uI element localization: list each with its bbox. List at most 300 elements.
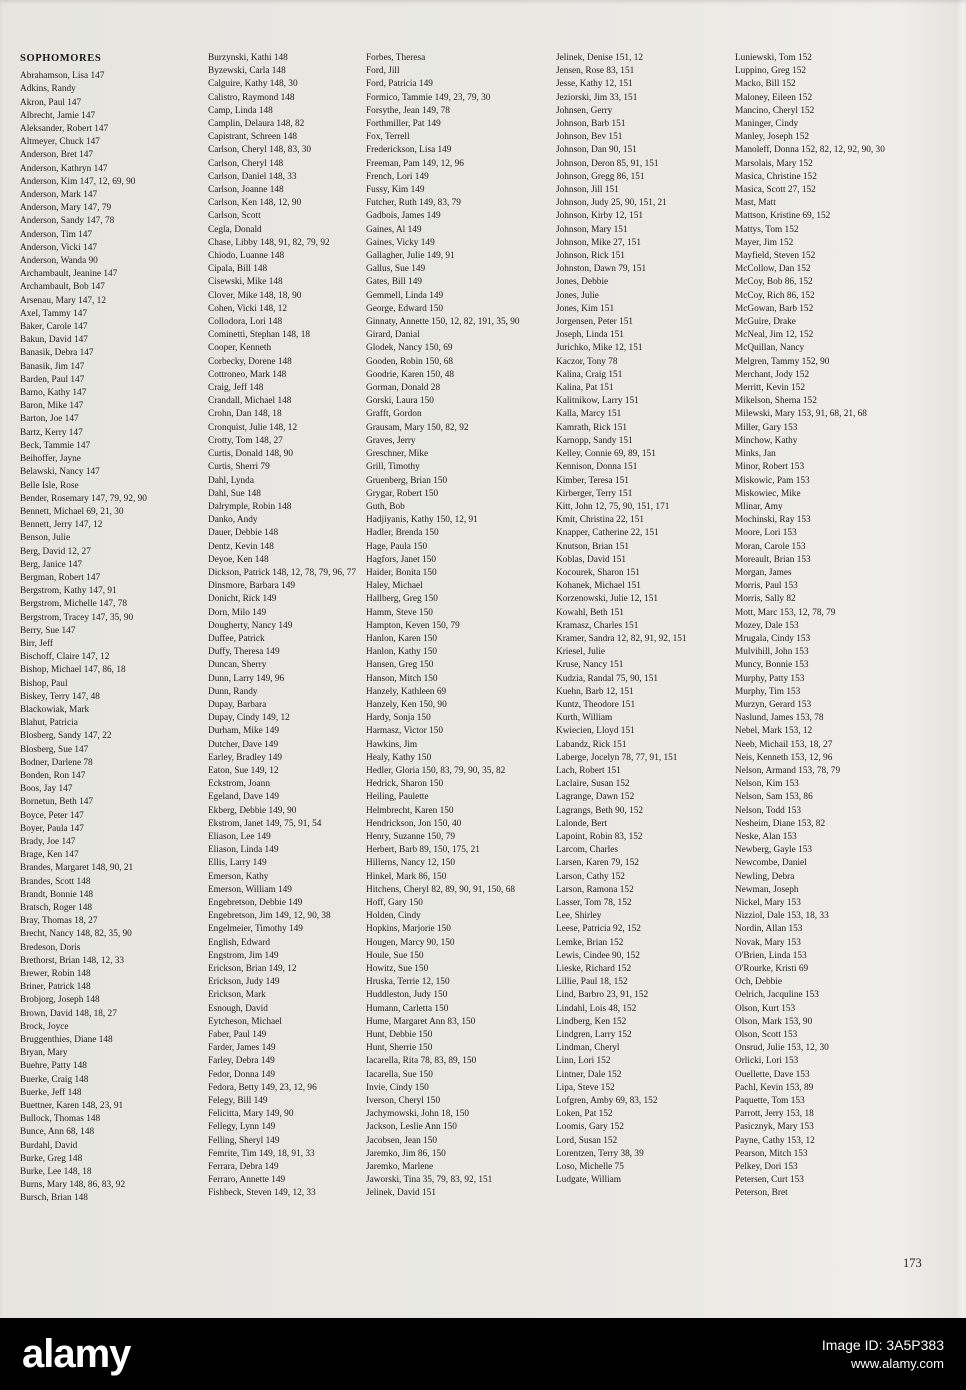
index-entry: Helmbrecht, Karen 150	[366, 805, 454, 816]
index-entry: Herbert, Barb 89, 150, 175, 21	[366, 845, 480, 856]
index-entry: Hopkins, Marjorie 150	[366, 924, 451, 935]
index-entry: Johnson, Bev 151	[556, 132, 623, 143]
index-entry: Pasicznyk, Mary 153	[735, 1122, 814, 1133]
index-entry: Macko, Bill 152	[735, 79, 796, 90]
index-entry: Henry, Suzanne 150, 79	[366, 831, 455, 842]
index-entry: Jachymowski, John 18, 150	[366, 1109, 470, 1120]
index-entry: Jurichko, Mike 12, 151	[556, 343, 643, 354]
index-entry: O'Brien, Linda 153	[735, 950, 807, 961]
index-entry: Kohanek, Michael 151	[556, 581, 641, 592]
index-entry: Dauer, Debbie 148	[208, 528, 279, 539]
index-entry: Hardy, Sonja 150	[366, 713, 431, 724]
index-entry: Fishbeck, Steven 149, 12, 33	[208, 1188, 316, 1199]
index-entry: Gadbois, James 149	[366, 211, 441, 222]
index-entry: Erickson, Mark	[208, 990, 266, 1001]
index-entry: Cegla, Donald	[208, 224, 262, 235]
index-entry: Abrahamson, Lisa 147	[20, 71, 105, 82]
index-entry: Albrecht, Jamie 147	[20, 110, 96, 121]
index-entry: Banasik, Debra 147	[20, 348, 94, 359]
index-entry: Dentz, Kevin 148	[208, 541, 274, 552]
index-entry: Moran, Carole 153	[735, 541, 806, 552]
watermark-info	[822, 1335, 944, 1373]
index-entry: Belawski, Nancy 147	[20, 467, 100, 478]
index-entry: George, Edward 150	[366, 303, 444, 314]
index-entry: Boos, Jay 147	[20, 784, 73, 795]
index-entry: Emerson, William 149	[208, 884, 292, 895]
index-entry: Karnopp, Sandy 151	[556, 435, 633, 446]
index-entry: Mayer, Jim 152	[735, 237, 794, 248]
index-entry: Bergstrom, Kathy 147, 91	[20, 586, 117, 597]
index-entry: Bray, Thomas 18, 27	[20, 916, 98, 927]
index-entry: Grygar, Robert 150	[366, 488, 439, 499]
index-entry: Heiling, Paulette	[366, 792, 429, 803]
index-entry: Baron, Mike 147	[20, 401, 84, 412]
index-entry: Dougherty, Nancy 149	[208, 620, 293, 631]
index-entry: Gooden, Robin 150, 68	[366, 356, 454, 367]
index-entry: Lagrange, Dawn 152	[556, 792, 635, 803]
index-entry: Egeland, Dave 149	[208, 792, 279, 803]
index-entry: Dorn, Milo 149	[208, 607, 267, 618]
index-entry: Forbes, Theresa	[366, 53, 426, 63]
index-entry: Luniewski, Tom 152	[735, 53, 812, 63]
entry-list-2	[208, 52, 364, 1201]
index-entry: Leese, Patricia 92, 152	[556, 924, 641, 935]
index-entry: Moreault, Brian 153	[735, 554, 811, 565]
index-entry: Neeb, Michail 153, 18, 27	[735, 739, 833, 750]
index-entry: McGuire, Drake	[735, 317, 796, 328]
alamy-url-text: www.alamy.com	[851, 1356, 944, 1371]
index-entry: Erickson, Judy 149	[208, 977, 280, 988]
index-entry: Bursch, Brian 148	[20, 1193, 88, 1204]
index-entry: Payne, Cathy 153, 12	[735, 1135, 815, 1146]
index-entry: Maninger, Cindy	[735, 119, 799, 130]
index-column-4	[556, 52, 733, 1187]
index-entry: Eaton, Sue 149, 12	[208, 765, 279, 776]
index-entry: Gaines, Al 149	[366, 224, 422, 235]
index-entry: Goodrie, Karen 150, 48	[366, 369, 455, 380]
index-column-2	[208, 52, 364, 1201]
index-entry: Blahut, Patricia	[20, 718, 78, 729]
index-entry: Beck, Tammie 147	[20, 440, 91, 451]
index-entry: Aleksander, Robert 147	[20, 124, 109, 135]
index-entry: Cottroneo, Mark 148	[208, 369, 287, 380]
index-entry: Hamm, Steve 150	[366, 607, 433, 618]
index-entry: Danko, Andy	[208, 515, 258, 526]
index-entry: Burns, Mary 148, 86, 83, 92	[20, 1180, 126, 1191]
index-entry: Mikelson, Sherna 152	[735, 396, 817, 407]
index-entry: Nesheim, Diane 153, 82	[735, 818, 826, 829]
index-entry: Brock, Joyce	[20, 1021, 69, 1032]
index-entry: Kriesel, Julie	[556, 647, 606, 658]
index-entry: Cisewski, Mike 148	[208, 277, 283, 288]
index-entry: Lach, Robert 151	[556, 765, 621, 776]
index-entry: Axel, Tammy 147	[20, 308, 88, 319]
index-entry: Lasser, Tom 78, 152	[556, 898, 632, 908]
index-entry: Kmit, Christina 22, 151	[556, 515, 645, 526]
index-entry: Jones, Debbie	[556, 277, 609, 288]
index-entry: Johnson, Kirby 12, 151	[556, 211, 644, 222]
index-entry: Chiodo, Luanne 148	[208, 251, 285, 262]
index-entry: Larson, Ramona 152	[556, 884, 634, 895]
index-entry: Jorgensen, Peter 151	[556, 317, 634, 328]
index-entry: Hage, Paula 150	[366, 541, 428, 552]
index-entry: Mochinski, Ray 153	[735, 515, 811, 526]
index-entry: Brewer, Robin 148	[20, 969, 91, 980]
index-entry: Minor, Robert 153	[735, 462, 805, 473]
index-entry: Laclaire, Susan 152	[556, 779, 630, 790]
index-entry: Hougen, Marcy 90, 150	[366, 937, 455, 948]
index-entry: Jones, Julie	[556, 290, 599, 301]
index-entry: Kamrath, Rick 151	[556, 422, 628, 433]
index-entry: Grill, Timothy	[366, 462, 420, 473]
index-entry: Jelinek, Denise 151, 12	[556, 53, 644, 63]
index-entry: Mattys, Tom 152	[735, 224, 799, 235]
index-entry: Nelson, Todd 153	[735, 805, 802, 816]
index-entry: McCoy, Bob 86, 152	[735, 277, 813, 288]
index-entry: Carlson, Daniel 148, 33	[208, 171, 297, 182]
index-entry: Healy, Kathy 150	[366, 752, 432, 763]
index-entry: Nelson, Armand 153, 78, 79	[735, 765, 841, 776]
index-entry: Dickson, Patrick 148, 12, 78, 79, 96, 77	[208, 567, 356, 578]
index-entry: Guth, Bob	[366, 501, 405, 512]
index-entry: Morgan, James	[735, 567, 792, 578]
index-entry: Eliason, Linda 149	[208, 845, 279, 856]
index-entry: Larson, Cathy 152	[556, 871, 625, 882]
index-entry: Iverson, Cheryl 150	[366, 1096, 441, 1107]
index-entry: Labandz, Rick 151	[556, 739, 627, 750]
index-entry: Grausam, Mary 150, 82, 92	[366, 422, 469, 433]
index-entry: Akron, Paul 147	[20, 97, 82, 108]
index-entry: Barden, Paul 147	[20, 374, 85, 385]
index-entry: Parrott, Jerry 153, 18	[735, 1109, 814, 1120]
index-entry: Bergman, Robert 147	[20, 572, 101, 583]
index-entry: Buettner, Karen 148, 23, 91	[20, 1101, 124, 1112]
index-entry: Knutson, Brian 151	[556, 541, 630, 552]
index-entry: Cohen, Vicki 148, 12	[208, 303, 288, 314]
index-entry: Hanlon, Kathy 150	[366, 647, 438, 658]
index-entry: Lindgren, Larry 152	[556, 1030, 632, 1041]
index-entry: Huddleston, Judy 150	[366, 990, 448, 1001]
index-entry: Muncy, Bonnie 153	[735, 660, 809, 671]
index-entry: Bunce, Ann 68, 148	[20, 1127, 95, 1138]
index-entry: Howitz, Sue 150	[366, 964, 429, 975]
index-entry: Petersen, Curt 153	[735, 1175, 804, 1186]
index-entry: Miskowiec, Mike	[735, 488, 801, 499]
index-entry: Bonden, Ron 147	[20, 770, 86, 781]
index-entry: Miskowic, Pam 153	[735, 475, 810, 486]
index-entry: Arsenau, Mary 147, 12	[20, 295, 106, 306]
index-entry: Bennett, Michael 69, 21, 30	[20, 506, 124, 517]
index-entry: Ekstrom, Janet 149, 75, 91, 54	[208, 818, 322, 829]
index-entry: Joseph, Linda 151	[556, 330, 624, 341]
index-entry: Olson, Kurt 153	[735, 1003, 796, 1014]
entry-list-1	[20, 70, 206, 1205]
index-entry: Nordin, Allan 153	[735, 924, 803, 935]
index-entry: Altmeyer, Chuck 147	[20, 137, 100, 148]
index-entry: Kudzia, Randal 75, 90, 151	[556, 673, 658, 684]
index-entry: Newcombe, Daniel	[735, 858, 807, 869]
index-entry: Esnough, David	[208, 1003, 268, 1014]
index-entry: Bakun, David 147	[20, 335, 88, 346]
index-entry: Luppino, Greg 152	[735, 66, 807, 77]
index-entry: Nizziol, Dale 153, 18, 33	[735, 911, 829, 922]
index-entry: Hanzely, Kathleen 69	[366, 686, 447, 697]
index-entry: McQuillan, Nancy	[735, 343, 805, 354]
index-entry: Jaremko, Marlene	[366, 1162, 434, 1173]
index-entry: Korzenowski, Julie 12, 151	[556, 594, 658, 605]
index-entry: Masica, Scott 27, 152	[735, 185, 816, 196]
index-column-5	[735, 52, 945, 1201]
index-entry: Kuntz, Theodore 151	[556, 699, 636, 710]
index-entry: Gaines, Vicky 149	[366, 237, 435, 248]
index-entry: Emerson, Kathy	[208, 871, 269, 882]
index-entry: Burke, Lee 148, 18	[20, 1167, 92, 1178]
index-entry: Johnson, Mary 151	[556, 224, 628, 235]
index-entry: Hinkel, Mark 86, 150	[366, 871, 447, 882]
index-entry: Berry, Sue 147	[20, 625, 76, 636]
index-entry: Anderson, Kathryn 147	[20, 163, 108, 174]
index-entry: Boyer, Paula 147	[20, 823, 84, 834]
index-entry: Burke, Greg 148	[20, 1153, 83, 1164]
index-entry: Holden, Cindy	[366, 911, 421, 922]
index-entry: Bryan, Mary	[20, 1048, 68, 1059]
index-entry: Carlson, Ken 148, 12, 90	[208, 198, 302, 209]
index-entry: Girard, Danial	[366, 330, 420, 341]
index-entry: Johnston, Dawn 79, 151	[556, 264, 647, 275]
index-entry: Iacarella, Rita 78, 83, 89, 150	[366, 1056, 477, 1067]
index-entry: Formico, Tammie 149, 23, 79, 30	[366, 92, 491, 103]
index-entry: Bratsch, Roger 148	[20, 903, 93, 913]
index-entry: Paquette, Tom 153	[735, 1096, 805, 1107]
index-entry: Neske, Alan 153	[735, 831, 797, 842]
index-entry: Lee, Shirley	[556, 911, 602, 922]
index-entry: Carlson, Scott	[208, 211, 261, 222]
index-entry: Hampton, Keven 150, 79	[366, 620, 460, 631]
index-entry: Milewski, Mary 153, 91, 68, 21, 68	[735, 409, 867, 420]
alamy-watermark-bar	[0, 1318, 966, 1390]
index-entry: Camplin, Delaura 148, 82	[208, 119, 305, 130]
index-entry: Johnson, Barb 151	[556, 119, 626, 130]
index-entry: Kaczor, Tony 78	[556, 356, 618, 367]
index-entry: Farley, Debra 149	[208, 1056, 275, 1067]
index-entry: Crohn, Dan 148, 18	[208, 409, 282, 420]
index-entry: Harmasz, Victor 150	[366, 726, 443, 737]
image-id-text: Image ID: 3A5P383	[821, 1337, 944, 1353]
index-entry: Engelmeier, Timothy 149	[208, 924, 303, 935]
index-entry: Neis, Kenneth 153, 12, 96	[735, 752, 833, 763]
index-entry: Olson, Scott 153	[735, 1030, 798, 1041]
index-entry: Dupay, Barbara	[208, 699, 267, 710]
index-entry: Blosberg, Sue 147	[20, 744, 89, 755]
index-entry: Novak, Mary 153	[735, 937, 801, 948]
index-entry: Haider, Bonita 150	[366, 567, 437, 578]
index-entry: Hunt, Sherrie 150	[366, 1043, 433, 1054]
index-entry: Frederickson, Lisa 149	[366, 145, 452, 156]
index-entry: Manley, Joseph 152	[735, 132, 810, 143]
index-entry: Oelrich, Jacquline 153	[735, 990, 819, 1001]
index-entry: Fedor, Donna 149	[208, 1069, 276, 1080]
index-entry: Hanzely, Ken 150, 90	[366, 699, 447, 710]
index-entry: Adkins, Randy	[20, 84, 76, 95]
index-entry: Jeziorski, Jim 33, 151	[556, 92, 638, 103]
index-entry: Brecht, Nancy 148, 82, 35, 90	[20, 929, 132, 940]
index-entry: Burzynski, Kathi 148	[208, 53, 288, 63]
index-entry: Jackson, Leslie Ann 150	[366, 1122, 457, 1133]
index-entry: Lipa, Steve 152	[556, 1082, 615, 1093]
index-entry: Erickson, Brian 149, 12	[208, 964, 297, 975]
index-entry: Eckstrom, Joann	[208, 779, 270, 790]
index-entry: Hadler, Brenda 150	[366, 528, 439, 539]
index-entry: Corbecky, Dorene 148	[208, 356, 292, 367]
index-entry: Brage, Ken 147	[20, 850, 79, 861]
index-entry: O'Rourke, Kristi 69	[735, 964, 809, 975]
index-entry: Hillerns, Nancy 12, 150	[366, 858, 456, 869]
index-entry: Maloney, Eileen 152	[735, 92, 813, 103]
index-entry: Anderson, Kim 147, 12, 69, 90	[20, 176, 136, 187]
index-entry: Biskey, Terry 147, 48	[20, 691, 100, 702]
index-entry: McNeal, Jim 12, 152	[735, 330, 814, 341]
index-entry: Hunt, Debbie 150	[366, 1030, 433, 1041]
index-entry: Cronquist, Julie 148, 12	[208, 422, 298, 433]
index-entry: Pelkey, Dori 153	[735, 1162, 798, 1173]
index-entry: Mott, Marc 153, 12, 78, 79	[735, 607, 836, 618]
index-entry: Newling, Debra	[735, 871, 795, 882]
index-entry: Bornetun, Beth 147	[20, 797, 94, 808]
index-entry: Fellegy, Lynn 149	[208, 1122, 276, 1133]
index-entry: Humann, Carletta 150	[366, 1003, 449, 1014]
index-entry: Brandt, Bonnie 148	[20, 889, 94, 900]
index-entry: Ginnaty, Annette 150, 12, 82, 191, 35, 90	[366, 317, 520, 328]
index-entry: Anderson, Mark 147	[20, 190, 98, 201]
index-entry: Minks, Jan	[735, 449, 776, 460]
index-entry: Orlicki, Lori 153	[735, 1056, 799, 1067]
entry-list-4	[556, 52, 733, 1187]
section-header: SOPHOMORES	[20, 53, 102, 64]
index-entry: Minchow, Kathy	[735, 435, 798, 446]
index-entry: Forsythe, Jean 149, 78	[366, 105, 450, 116]
index-entry: Hagfors, Janet 150	[366, 554, 436, 565]
index-entry: Bishop, Michael 147, 86, 18	[20, 665, 126, 676]
index-entry: Lagrangs, Beth 90, 152	[556, 805, 644, 816]
index-entry: Morris, Sally 82	[735, 594, 796, 605]
index-entry: Anderson, Vicki 147	[20, 242, 97, 253]
index-entry: Chase, Libby 148, 91, 82, 79, 92	[208, 237, 330, 248]
index-entry: Mayfield, Steven 152	[735, 251, 816, 262]
index-entry: Gates, Bill 149	[366, 277, 423, 288]
index-entry: Lindman, Cheryl	[556, 1043, 620, 1054]
index-entry: Haley, Michael	[366, 581, 423, 592]
index-entry: Hruska, Terrie 12, 150	[366, 977, 450, 988]
index-entry: Bartz, Kerry 147	[20, 427, 83, 438]
index-entry: Kennison, Donna 151	[556, 462, 638, 473]
index-entry: Masica, Christine 152	[735, 171, 817, 182]
index-entry: Koblas, David 151	[556, 554, 626, 565]
index-entry: Ellis, Larry 149	[208, 858, 267, 869]
index-entry: Nelson, Sam 153, 86	[735, 792, 813, 803]
index-entry: Fox, Terrell	[366, 132, 410, 143]
index-entry: Lemke, Brian 152	[556, 937, 624, 948]
index-entry: Johnson, Rick 151	[556, 251, 625, 262]
page-number: 173	[903, 1256, 922, 1270]
index-entry: Invie, Cindy 150	[366, 1082, 429, 1093]
index-entry: Gorman, Donald 28	[366, 383, 441, 394]
index-entry: Larsen, Karen 79, 152	[556, 858, 639, 869]
index-column-1	[20, 52, 206, 1206]
index-entry: Hendrickson, Jon 150, 40	[366, 818, 462, 829]
index-entry: Murphy, Patty 153	[735, 673, 805, 684]
index-entry: Lorentzen, Terry 38, 39	[556, 1148, 644, 1159]
index-entry: Kirberger, Terry 151	[556, 488, 633, 499]
index-entry: Lewis, Cindee 90, 152	[556, 950, 640, 961]
index-entry: Hitchens, Cheryl 82, 89, 90, 91, 150, 68	[366, 884, 515, 895]
index-entry: Kalina, Craig 151	[556, 369, 623, 380]
index-entry: Ouellette, Dave 153	[735, 1069, 810, 1080]
index-entry: Nickel, Mary 153	[735, 898, 801, 908]
index-entry: Ferraro, Annette 149	[208, 1175, 286, 1186]
index-entry: Buerke, Craig 148	[20, 1074, 89, 1085]
index-column-3	[366, 52, 554, 1201]
index-entry: Gallagher, Julie 149, 91	[366, 251, 455, 262]
index-entry: Anderson, Bret 147	[20, 150, 94, 161]
index-entry: Johnson, Dan 90, 151	[556, 145, 637, 156]
entry-list-3	[366, 52, 554, 1201]
index-entry: Brady, Joe 147	[20, 836, 76, 847]
index-entry: Bruggenthies, Diane 148	[20, 1035, 113, 1046]
index-entry: Nebel, Mark 153, 12	[735, 726, 813, 737]
index-entry: Glodek, Nancy 150, 69	[366, 343, 453, 354]
index-entry: Camp, Linda 148	[208, 105, 273, 116]
index-entry: Melgren, Tammy 152, 90	[735, 356, 830, 367]
index-entry: Bischoff, Claire 147, 12	[20, 652, 110, 663]
index-entry: Jones, Kim 151	[556, 303, 615, 314]
index-entry: Och, Debbie	[735, 977, 782, 988]
index-entry: Mast, Matt	[735, 198, 776, 209]
index-entry: Kelley, Connie 69, 89, 151	[556, 449, 656, 460]
index-entry: Mulvihill, John 153	[735, 647, 809, 658]
index-entry: Johnson, Deron 85, 91, 151	[556, 158, 659, 169]
index-entry: Kuehn, Barb 12, 151	[556, 686, 634, 697]
index-entry: Durham, Mike 149	[208, 726, 280, 737]
index-entry: Cipala, Bill 148	[208, 264, 268, 275]
index-entry: Engebretson, Jim 149, 12, 90, 38	[208, 911, 331, 922]
index-entry: Jaremko, Jim 86, 150	[366, 1148, 446, 1159]
index-entry: Hallberg, Greg 150	[366, 594, 438, 605]
index-entry: Jacobsen, Jean 150	[366, 1135, 437, 1146]
index-entry: Murphy, Tim 153	[735, 686, 801, 697]
index-entry: McCoy, Rich 86, 152	[735, 290, 815, 301]
index-entry: Curtis, Sherri 79	[208, 462, 270, 473]
index-entry: Duffy, Theresa 149	[208, 647, 280, 658]
index-entry: Jaworski, Tina 35, 79, 83, 92, 151	[366, 1175, 493, 1186]
index-entry: Kalla, Marcy 151	[556, 409, 622, 420]
index-entry: Capistrant, Schreen 148	[208, 132, 298, 143]
index-entry: Brown, David 148, 18, 27	[20, 1008, 117, 1019]
index-entry: Johnson, Jill 151	[556, 185, 619, 196]
index-entry: Hanlon, Karen 150	[366, 633, 437, 644]
index-entry: Futcher, Ruth 149, 83, 79	[366, 198, 461, 209]
index-entry: Linn, Lori 152	[556, 1056, 611, 1067]
index-entry: Houle, Sue 150	[366, 950, 424, 961]
index-entry: Newman, Joseph	[735, 884, 799, 895]
index-entry: Mozey, Dale 153	[735, 620, 799, 631]
index-entry: Loso, Michelle 75	[556, 1162, 624, 1173]
index-entry: Beihoffer, Jayne	[20, 454, 81, 465]
index-entry: Lillie, Paul 18, 152	[556, 977, 628, 988]
index-entry: Johnson, Judy 25, 90, 151, 21	[556, 198, 667, 209]
index-entry: Kruse, Nancy 151	[556, 660, 624, 671]
index-entry: Carlson, Cheryl 148	[208, 158, 284, 169]
index-entry: Lintner, Dale 152	[556, 1069, 622, 1080]
